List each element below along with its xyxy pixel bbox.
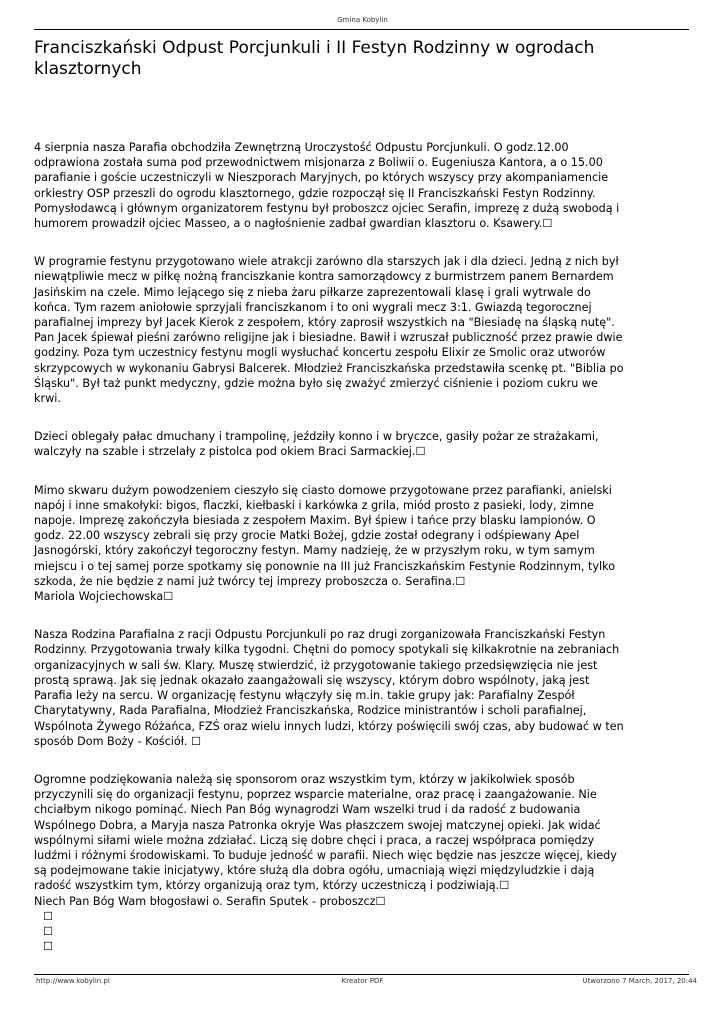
placeholder-glyph: ☐ (43, 909, 54, 923)
placeholder-glyph: ☐ (43, 924, 54, 938)
placeholder-glyph: ☐ (43, 940, 54, 954)
article-title: Franciszkański Odpust Porcjunkuli i II Festyn Rodzinny w ogrodach klasztornych (34, 38, 595, 79)
paragraph-3: Dzieci oblegały pałac dmuchany i trampolinę, jeździły konno i w bryczce, gasiły pożar ze strażakami, walczyły na szable i strzelały z pistolca pod okiem Braci Sarmackiej.☐ (34, 430, 599, 459)
footer-created-date: Utworzono 7 March, 2017, 20:44 (582, 977, 697, 985)
paragraph-2: W programie festynu przygotowano wiele atrakcji zarówno dla starszych jak i dla dzieci. Jedną z nich był niewątpliwie mecz w piłkę nożną franciszkanie kontra samorządowcy z burmistrzem panem Bernardem Jasińskim na czele. Mimo lejącego się z nieba żaru piłkarze zaprezentowali klasę i grali wytrwale do końca. Tym razem aniołowie sprzyjali franciszkanom i to oni wygrali mecz 3:1. Gwiazdą tegorocznej parafialnej imprezy był Jacek Kierok z zespołem, który zaprosił wszystkich na "Biesiadę na śląską nutę". Pan Jacek śpiewał pieśni zarówno religijne jak i biesiadne. Bawił i wzruszał publiczność przez prawie dwie godziny. Poza tym uczestnicy festynu mogli wysłuchać koncertu zespołu Elixir ze Smolic oraz utworów skrzypcowych w wykonaniu Gabrysi Balcerek. Młodzież Franciszkańska przedstawiła scenkę pt. "Biblia po Śląsku". Był taż punkt medyczny, gdzie można było się zważyć zmierzyć ciśnienie i poziom cukru we krwi. (34, 255, 624, 406)
paragraph-5: Nasza Rodzina Parafialna z racji Odpustu Porcjunkuli po raz drugi zorganizowała Franciszkański Festyn Rodzinny. Przygotowania trwały kilka tygodni. Chętni do pomocy spotykali się kilkakrotnie na zebraniach organizacyjnych w sali św. Klary. Muszę stwierdzić, iż przygotowanie takiego przedsięwzięcia nie jest prostą sprawą. Jak się jednak okazało zaangażowali się wszyscy, którym dobro wspólnoty, jaką jest Parafia leży na sercu. W organizację festynu włączyły się m.in. takie grupy jak: Parafialny Zespół Charytatywny, Rada Parafialna, Młodzież Franciszkańska, Rodzice ministrantów i scholi parafialnej, Wspólnota Żywego Różańca, FZŚ oraz wielu innych ludzi, którzy poświęcili swój czas, aby budować w ten sposób Dom Boży - Kościół. ☐ (34, 628, 624, 748)
paragraph-4: Mimo skwaru dużym powodzeniem cieszyło się ciasto domowe przygotowane przez parafianki, anielski napój i inne smakołyki: bigos, flaczki, kiełbaski i karkówka z grila, miód prosto z pasieki, lody, zimne napoje. Imprezę zakończyła biesiada z zespołem Maxim. Był śpiew i tańce przy blasku lampionów. O godz. 22.00 wszyscy zebrali się przy grocie Matki Bożej, gdzie został odegrany i odśpiewany Apel Jasnogórski, który zakończył tegoroczny festyn. Mamy nadzieję, że w przyszłym roku, w tym samym miejscu i o tej samej porze spotkamy się ponownie na III już Franciszkańskim Festynie Rodzinnym, tylko szkoda, że nie będzie z nami już twórcy tej imprezy proboszcza o. Serafina.☐ Mariola Wojciechowska☐ (34, 483, 616, 604)
footer-url: http://www.kobylin.pl (36, 977, 110, 985)
footer-generator: Kreator PDF (341, 977, 384, 985)
paragraph-1: 4 sierpnia nasza Parafia obchodziła Zewnętrzną Uroczystość Odpustu Porcjunkuli. O godz.12.00 odprawiona została suma pod przewodnictwem misjonarza z Boliwii o. Eugeniusza Kantora, a o 15.00 parafianie i goście uczestniczyli w Nieszporach Maryjnych, po których wszyscy przy akompaniamencie orkiestry OSP przeszli do ogrodu klasztornego, gdzie rozpoczął się II Franciszkański Festyn Rodzinny. Pomysłodawcą i głównym organizatorem festynu był proboszcz ojciec Serafin, imprezę z dużą swobodą i humorem prowadził ojciec Masseo, a o nagłośnienie zadbał gwardian klasztoru o. Ksawery.☐ (34, 141, 620, 231)
page-header-site: Gmina Kobylin (337, 16, 388, 24)
footer-divider (34, 974, 689, 975)
paragraph-6: Ogromne podziękowania należą się sponsorom oraz wszystkim tym, którzy w jakikolwiek sposób przyczynili się do organizacji festynu, poprzez wsparcie materialne, oraz pracę i zaangażowanie. Nie chciałbym nikogo pominąć. Niech Pan Bóg wynagrodzi Wam wszelki trud i da radość z budowania Wspólnego Dobra, a Maryja nasza Patronka okryje Was płaszczem swojej matczynej opieki. Jak widać wspólnymi siłami wiele można zdziałać. Liczą się dobre chęci i praca, a raczej współpraca pomiędzy ludźmi i różnymi środowiskami. To buduje jedność w parafii. Niech więc będzie nas jeszcze więcej, kiedy są podejmowane takie inicjatywy, które służą dla dobra ogółu, umacniają więzi międzyludzkie i dają radość wszystkim tym, którzy organizują oraz tym, którzy uczestniczą i podziwiają.☐ Niech Pan Bóg Wam błogosławi o. Serafin Sputek - proboszcz☐ (34, 772, 617, 908)
article-body (34, 140, 686, 954)
header-divider (34, 29, 689, 30)
